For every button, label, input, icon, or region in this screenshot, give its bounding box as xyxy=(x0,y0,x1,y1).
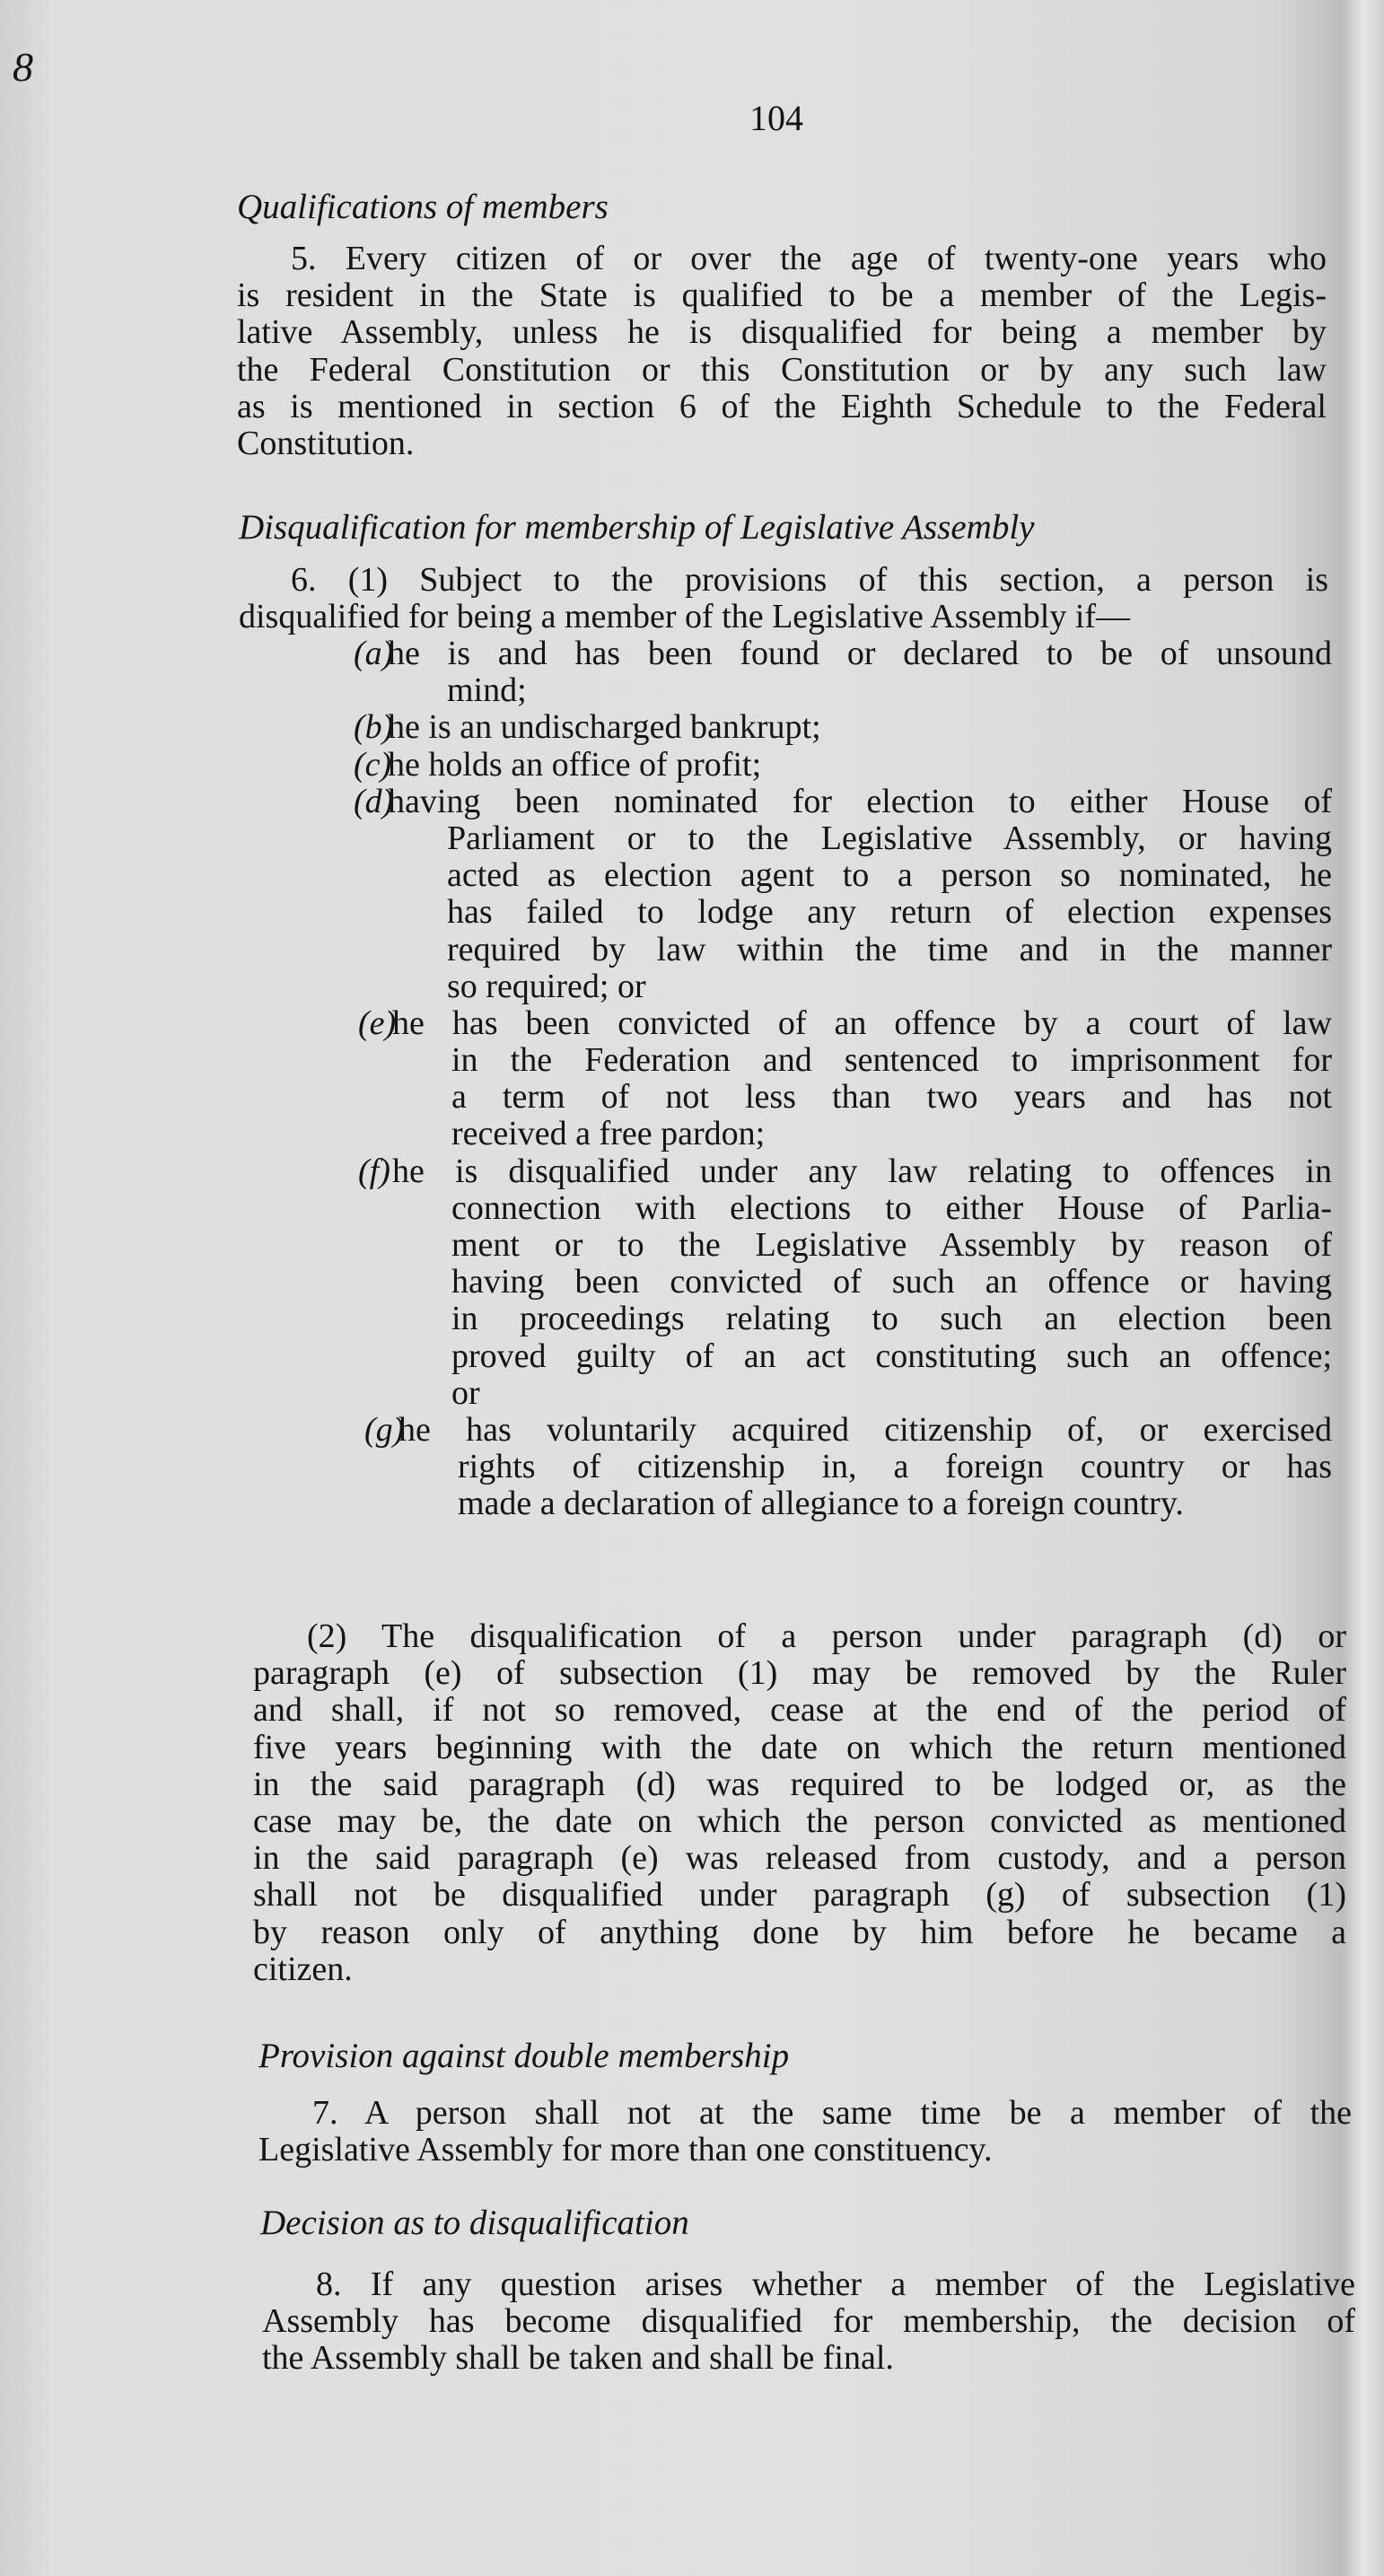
item-label: (d) xyxy=(354,782,394,820)
text-line: (2) The disqualification of a person under paragraph (d) or xyxy=(307,1617,1346,1655)
text-line: five years beginning with the date on which the return mentioned xyxy=(253,1728,1346,1766)
text-line: he has been convicted of an offence by a court of law xyxy=(392,1003,1332,1042)
text-line: Constitution. xyxy=(237,424,415,462)
text-line: in the said paragraph (d) was required to be lodged or, as the xyxy=(253,1765,1346,1803)
text-line: received a free pardon; xyxy=(451,1115,766,1153)
text-line: the Assembly shall be taken and shall be final. xyxy=(262,2339,894,2378)
heading-qualifications: Qualifications of members xyxy=(237,188,609,226)
text-line: having been nominated for election to either House of xyxy=(388,782,1332,820)
text-line: he is an undischarged bankrupt; xyxy=(388,708,821,747)
text-line: having been convicted of such an offence or having xyxy=(451,1263,1332,1301)
text-line: in the said paragraph (e) was released from custody, and a person xyxy=(253,1839,1346,1878)
heading-double-membership: Provision against double membership xyxy=(258,2037,790,2075)
text-line: in the Federation and sentenced to imprisonment for xyxy=(451,1041,1332,1080)
text-line: he is disqualified under any law relating to offences in xyxy=(392,1152,1332,1190)
item-label: (c) xyxy=(354,745,392,784)
text-line: proved guilty of an act constituting such an offence; xyxy=(451,1336,1332,1375)
section-6-items xyxy=(354,635,1332,1523)
section-6-intro xyxy=(239,562,1328,635)
handwritten-margin-note: 8 xyxy=(13,44,33,90)
text-line: 5. Every citizen of or over the age of twenty-one years who xyxy=(291,240,1327,277)
text-line: case may be, the date on which the person convicted as mentioned xyxy=(253,1801,1346,1840)
text-line: Legislative Assembly for more than one constituency. xyxy=(258,2131,993,2169)
heading-disqualification: Disqualification for membership of Legislative Assembly xyxy=(239,508,1035,547)
item-label: (e) xyxy=(358,1003,397,1042)
text-line: Parliament or to the Legislative Assembly, or having xyxy=(447,819,1332,857)
list-item xyxy=(358,1005,1332,1153)
text-line: he holds an office of profit; xyxy=(388,745,762,784)
list-item xyxy=(354,784,1332,1005)
text-line: he has voluntarily acquired citizenship of, or exercised xyxy=(399,1410,1332,1449)
text-line: in proceedings relating to such an election been xyxy=(451,1300,1332,1338)
text-line: 7. A person shall not at the same time be a member of the xyxy=(312,2094,1352,2132)
text-line: 8. If any question arises whether a member of the Legislative xyxy=(316,2265,1355,2303)
item-label: (b) xyxy=(354,708,394,747)
text-line: shall not be disqualified under paragraph (g) of subsection (1) xyxy=(253,1876,1346,1914)
text-line: he is and has been found or declared to be of unsound xyxy=(388,635,1332,672)
text-line: required by law within the time and in the manner xyxy=(447,930,1332,968)
text-line: is resident in the State is qualified to be a member of the Legis- xyxy=(237,276,1327,315)
text-line: citizen. xyxy=(253,1950,353,1988)
item-label: (f) xyxy=(358,1152,390,1190)
list-item xyxy=(364,1412,1332,1523)
text-line: mind; xyxy=(447,671,527,710)
text-line: paragraph (e) of subsection (1) may be removed by the Ruler xyxy=(253,1654,1346,1693)
text-line: disqualified for being a member of the Legislative Assembly if— xyxy=(239,598,1131,636)
text-line: lative Assembly, unless he is disqualified for being a member by xyxy=(237,313,1327,352)
text-line: Assembly has become disqualified for membership, the decision of xyxy=(262,2302,1355,2341)
text-line: made a declaration of allegiance to a foreign country. xyxy=(458,1485,1184,1523)
text-line: as is mentioned in section 6 of the Eighth Schedule to the Federal xyxy=(237,387,1327,425)
list-item xyxy=(354,709,1332,746)
section-8-paragraph xyxy=(262,2266,1355,2378)
text-line: by reason only of anything done by him before he became a xyxy=(253,1913,1346,1951)
list-item xyxy=(354,635,1332,709)
text-line: so required; or xyxy=(447,967,646,1005)
section-7-paragraph xyxy=(258,2095,1352,2169)
list-item xyxy=(358,1153,1332,1412)
section-5-paragraph xyxy=(237,241,1327,462)
text-line: acted as election agent to a person so nominated, he xyxy=(447,856,1332,895)
text-line: the Federal Constitution or this Constitution or by any such law xyxy=(237,350,1327,389)
text-line: or xyxy=(451,1373,480,1412)
page-number: 104 xyxy=(749,98,803,138)
text-line: 6. (1) Subject to the provisions of this section, a person is xyxy=(291,561,1328,599)
item-label: (a) xyxy=(354,635,394,672)
list-item xyxy=(354,747,1332,784)
section-6-subsection-2 xyxy=(253,1618,1346,1988)
text-line: a term of not less than two years and has not xyxy=(451,1078,1332,1117)
text-line: has failed to lodge any return of election expenses xyxy=(447,893,1332,932)
item-label: (g) xyxy=(364,1410,405,1449)
text-line: ment or to the Legislative Assembly by reason of xyxy=(451,1226,1332,1264)
heading-decision: Decision as to disqualification xyxy=(260,2204,689,2242)
text-line: rights of citizenship in, a foreign country or has xyxy=(458,1448,1332,1486)
text-line: connection with elections to either House of Parlia- xyxy=(451,1188,1332,1227)
text-line: and shall, if not so removed, cease at the end of the period of xyxy=(253,1691,1346,1730)
